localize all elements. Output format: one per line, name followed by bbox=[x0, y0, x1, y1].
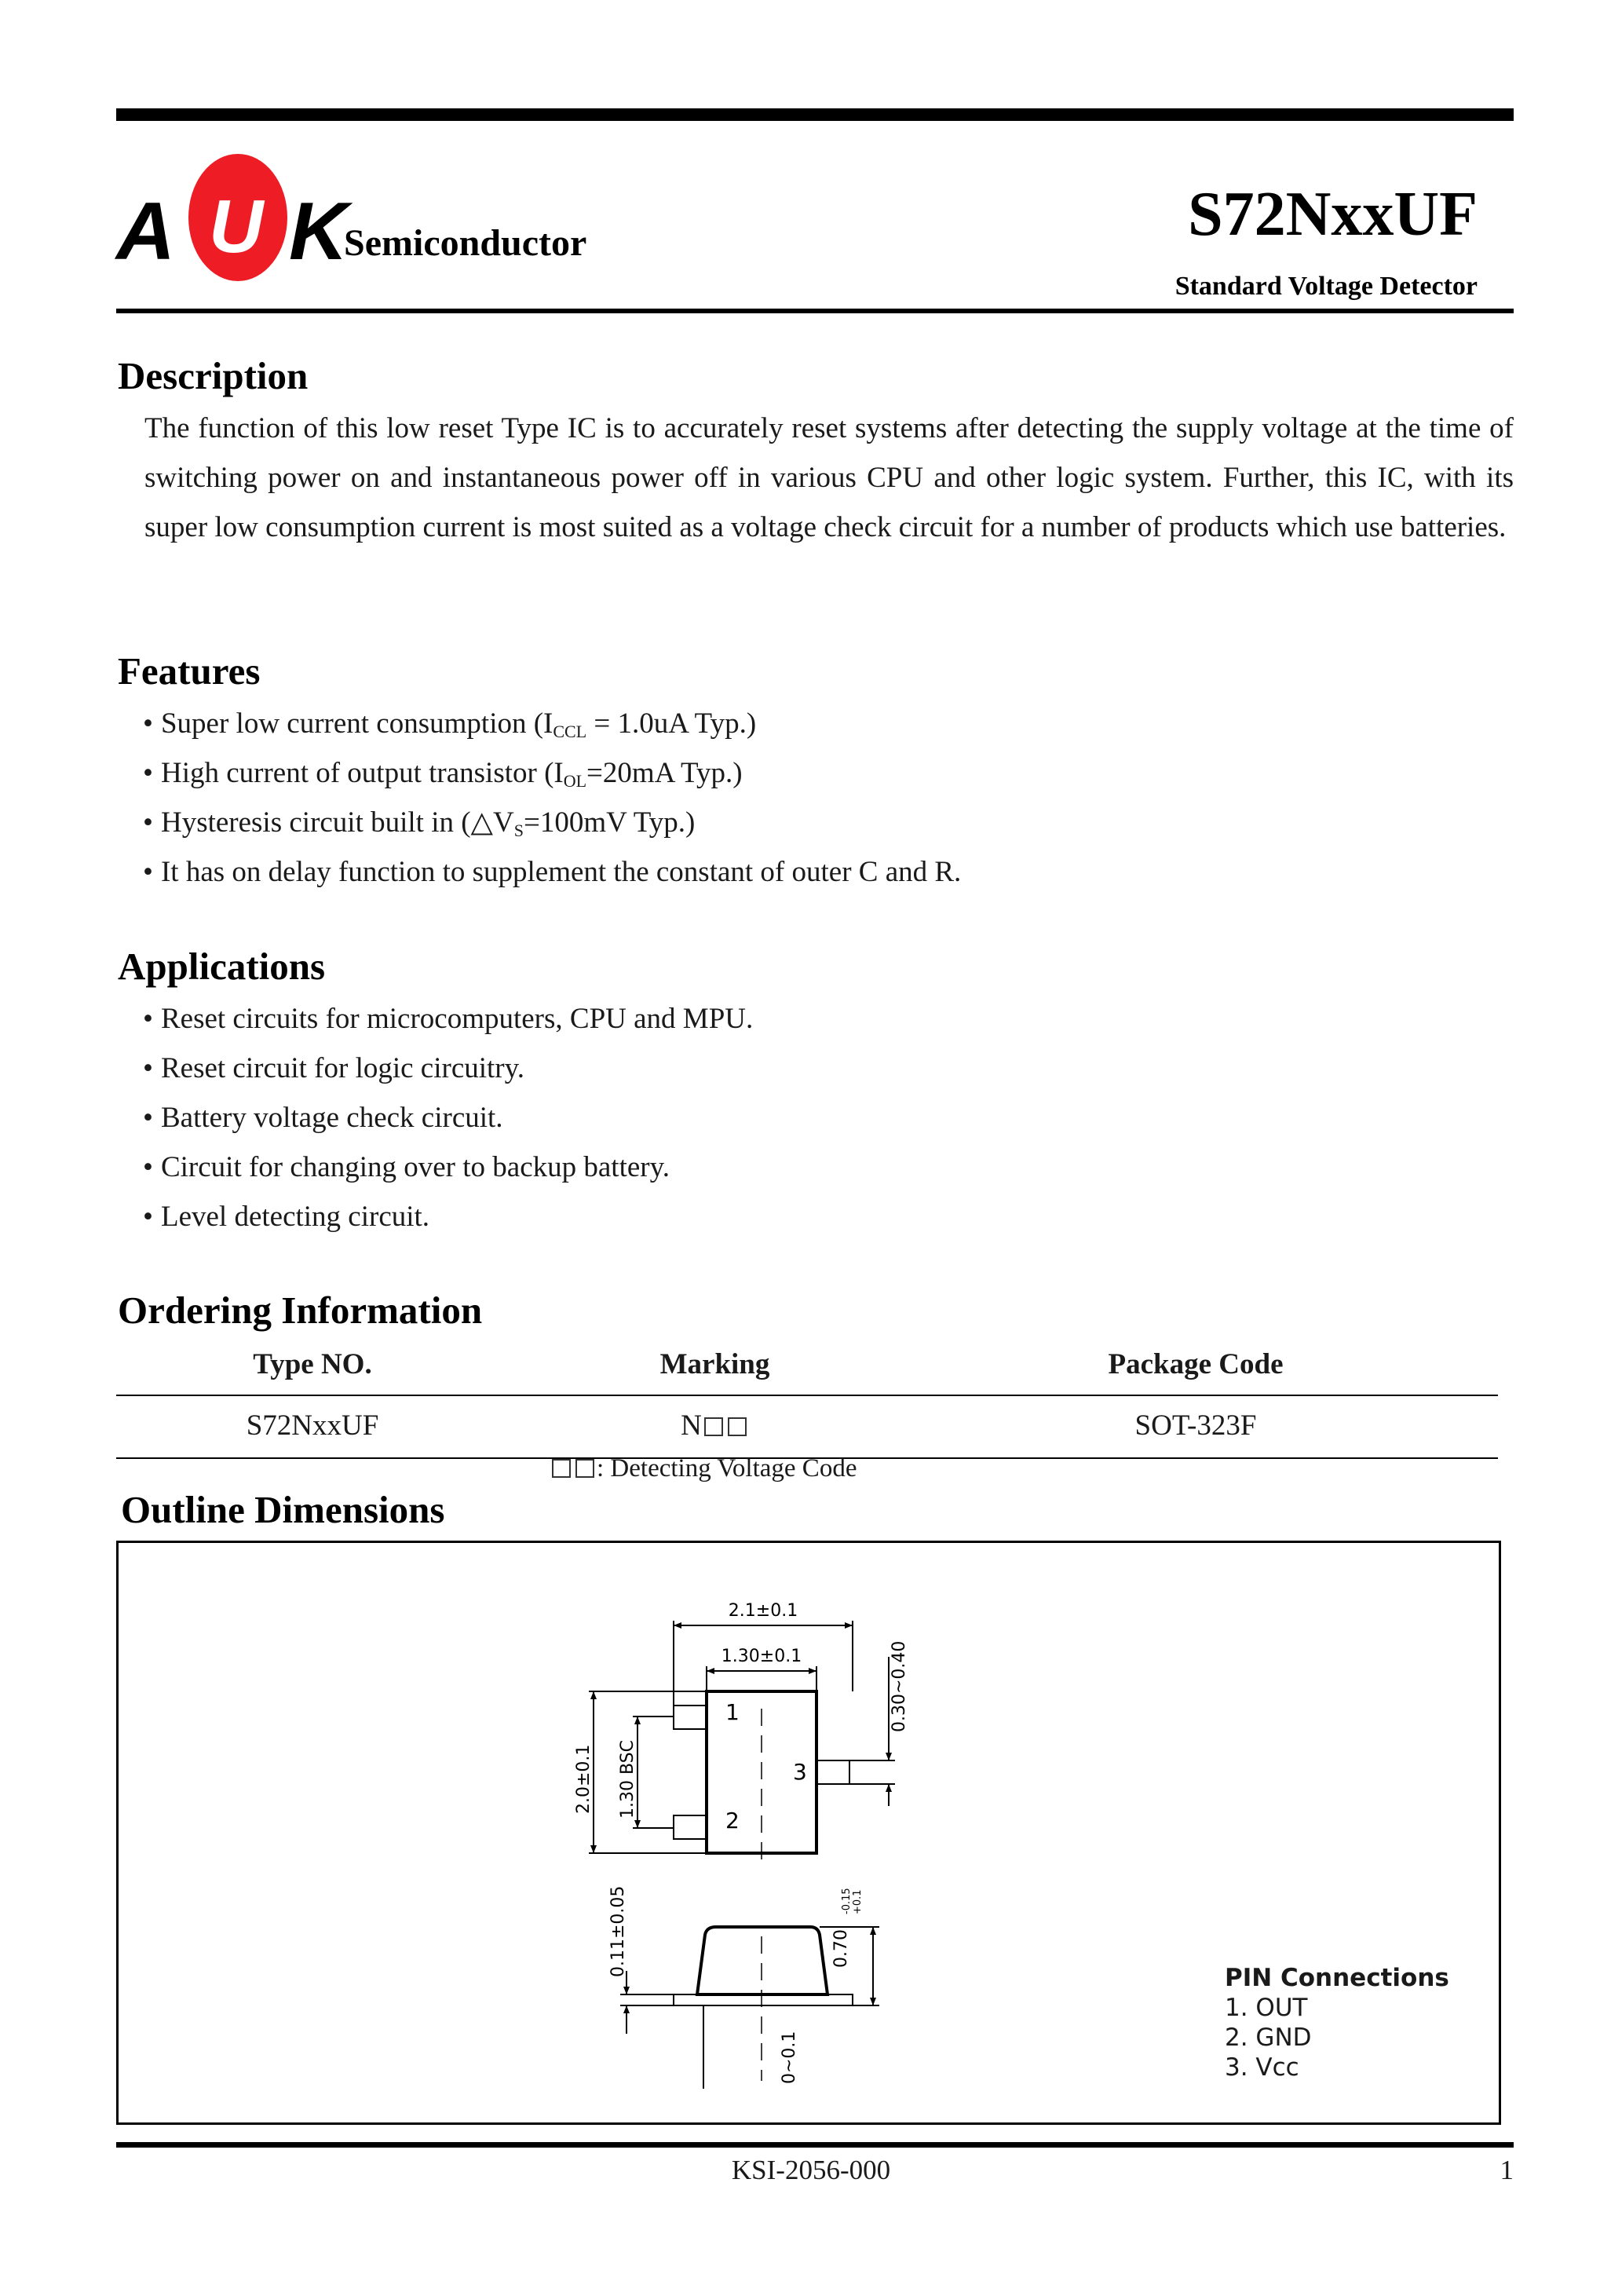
ordering-title: Ordering Information bbox=[118, 1289, 483, 1332]
feature-item: • High current of output transistor ($I_{OL}=20mA$ Typ.) bbox=[143, 757, 743, 791]
top-rule bbox=[116, 108, 1514, 121]
description-title: Description bbox=[118, 354, 309, 397]
document-subtitle: Standard Voltage Detector bbox=[1174, 272, 1478, 301]
lead-frame-side bbox=[674, 1994, 853, 2005]
cell-type-no: S72NxxUF bbox=[246, 1409, 379, 1442]
pin-3-lead bbox=[816, 1760, 849, 1784]
dim-thickness-tol-plus: +0.1 bbox=[852, 1889, 864, 1914]
auk-logo bbox=[116, 154, 619, 287]
logo-word: Semiconductor bbox=[344, 222, 587, 264]
header-type-no: Type NO. bbox=[253, 1348, 372, 1380]
logo-letter-k: K bbox=[289, 186, 349, 277]
applications-list bbox=[143, 994, 1478, 1241]
cell-package: SOT-323F bbox=[1134, 1409, 1257, 1442]
application-item: • Reset circuits for microcomputers, CPU and MPU. bbox=[143, 1003, 754, 1035]
pin-item: 3. Vcc bbox=[1225, 2053, 1299, 2082]
header-marking: Marking bbox=[659, 1348, 770, 1380]
description-text: The function of this low reset Type IC is to accurately reset systems after detecting the supply voltage at the time of switching power on and instantaneous power off in various CPU and other logic system. Further, this IC, with its super low consumption current is most suited as a voltage check circuit for a number of products which use batteries. bbox=[144, 412, 1514, 543]
placeholder-box-icon bbox=[575, 1459, 594, 1478]
feature-item: • Hysteresis circuit built in ($\triangle V_S=100mV$ Typ.) bbox=[143, 806, 696, 840]
application-item: • Circuit for changing over to backup battery. bbox=[143, 1151, 670, 1183]
ordering-header-row bbox=[116, 1335, 1498, 1395]
pin-connections-title: PIN Connections bbox=[1225, 1964, 1449, 1992]
part-number: S72NxxUF bbox=[1188, 180, 1478, 249]
feature-item: • It has on delay function to supplement the constant of outer C and R. bbox=[143, 856, 962, 888]
page-number: 1 bbox=[1500, 2155, 1514, 2185]
ordering-table bbox=[116, 1335, 1498, 1456]
features-list bbox=[143, 699, 1478, 897]
dim-pin-length: 0.30~0.40 bbox=[890, 1640, 909, 1732]
package-outline-drawing bbox=[565, 1578, 958, 2097]
outline-title: Outline Dimensions bbox=[121, 1488, 445, 1531]
application-item: • Level detecting circuit. bbox=[143, 1201, 430, 1233]
feature-item: • Super low current consumption ($I_{CCL} = 1.0uA$ Typ.) bbox=[143, 707, 757, 741]
placeholder-box-icon bbox=[552, 1459, 571, 1478]
pin-connections bbox=[1225, 1963, 1449, 2082]
header-rule bbox=[116, 309, 1514, 313]
logo-letter-a: A bbox=[116, 186, 176, 277]
pin-2-label: 2 bbox=[725, 1808, 740, 1834]
pin-1-label: 1 bbox=[725, 1699, 740, 1725]
dim-thickness-tol-minus: -0.15 bbox=[841, 1888, 853, 1914]
footer-rule bbox=[116, 2142, 1514, 2148]
document-code: KSI-2056-000 bbox=[731, 2155, 891, 2185]
dim-total-width: 2.1±0.1 bbox=[728, 1601, 798, 1621]
application-item: • Reset circuit for logic circuitry. bbox=[143, 1052, 524, 1084]
package-body-side-view bbox=[697, 1927, 827, 1994]
pin-item: 1. OUT bbox=[1225, 1994, 1308, 2022]
placeholder-box-icon bbox=[704, 1417, 723, 1436]
dim-pitch: 1.30 BSC bbox=[618, 1739, 637, 1819]
cell-marking: N bbox=[509, 1396, 921, 1456]
dim-lead-thickness: 0.11±0.05 bbox=[608, 1885, 628, 1977]
table-row bbox=[116, 1396, 1498, 1456]
pin-3-label: 3 bbox=[793, 1759, 807, 1785]
marking-note: : Detecting Voltage Code bbox=[550, 1454, 857, 1483]
header-package-code: Package Code bbox=[1108, 1348, 1284, 1380]
applications-title: Applications bbox=[118, 945, 326, 988]
application-item: • Battery voltage check circuit. bbox=[143, 1102, 503, 1134]
features-title: Features bbox=[118, 649, 261, 693]
dim-body-width: 1.30±0.1 bbox=[721, 1647, 802, 1666]
pin-2-lead bbox=[674, 1815, 707, 1839]
placeholder-box-icon bbox=[728, 1417, 747, 1436]
logo-letter-u: U bbox=[209, 185, 264, 269]
pin-1-lead bbox=[674, 1706, 707, 1729]
pin-item: 2. GND bbox=[1225, 2024, 1312, 2052]
dim-standoff: 0~0.1 bbox=[780, 2031, 799, 2084]
dim-thickness: 0.70 bbox=[831, 1929, 851, 1968]
dim-height: 2.0±0.1 bbox=[574, 1744, 594, 1814]
